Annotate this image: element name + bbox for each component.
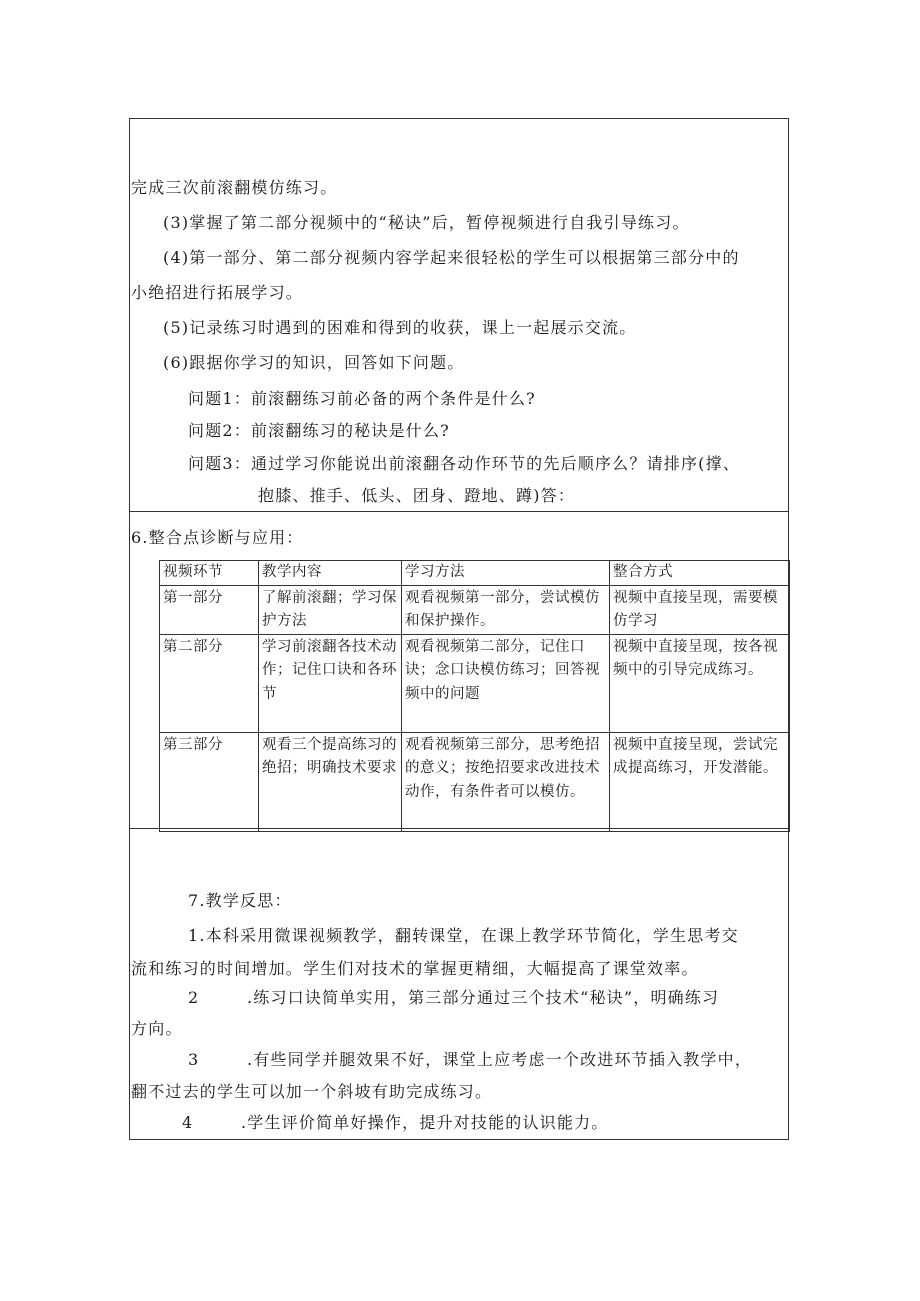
table-cell: 第一部分 bbox=[160, 585, 259, 634]
reflection-item-4: .学生评价简单好操作，提升对技能的认识能力。 bbox=[241, 1113, 609, 1132]
reflection-item-1-continuation: 流和练习的时间增加。学生们对技术的掌握更精细，大幅提高了课堂效率。 bbox=[131, 959, 699, 978]
table-cell: 视频中直接呈现，按各视频中的引导完成练习。 bbox=[610, 634, 790, 732]
step-continuation: 完成三次前滚翻模仿练习。 bbox=[131, 178, 338, 197]
step-4-continuation: 小绝招进行拓展学习。 bbox=[131, 283, 304, 302]
step-3: (3)掌握了第二部分视频中的“秘诀”后，暂停视频进行自我引导练习。 bbox=[163, 213, 690, 232]
header-cell: 教学内容 bbox=[259, 561, 402, 586]
table-cell: 观看视频第二部分，记住口诀；念口诀模仿练习；回答视频中的问题 bbox=[402, 634, 610, 732]
question-3-continuation: 抱膝、推手、低头、团身、蹬地、蹲)答： bbox=[258, 486, 576, 505]
reflection-item-2-continuation: 方向。 bbox=[131, 1019, 183, 1038]
table-cell: 了解前滚翻；学习保护方法 bbox=[259, 585, 402, 634]
table-cell: 视频中直接呈现，需要模仿学习 bbox=[610, 585, 790, 634]
table-header-row bbox=[160, 561, 790, 586]
table-cell: 学习前滚翻各技术动作；记住口诀和各环节 bbox=[259, 634, 402, 732]
reflection-item-3: .有些同学并腿效果不好，课堂上应考虑一个改进环节插入教学中， bbox=[247, 1050, 753, 1069]
header-cell: 学习方法 bbox=[402, 561, 610, 586]
table-cell: 视频中直接呈现，尝试完成提高练习，开发潜能。 bbox=[610, 732, 790, 831]
reflection-item-1: 1.本科采用微课视频教学，翻转课堂，在课上教学环节简化，学生思考交 bbox=[188, 926, 739, 945]
table-row bbox=[160, 585, 790, 634]
table-row bbox=[160, 732, 790, 831]
section-7-title: 7.教学反思： bbox=[188, 891, 292, 910]
table-cell: 观看三个提高练习的绝招；明确技术要求 bbox=[259, 732, 402, 831]
question-3: 问题3：通过学习你能说出前滚翻各动作环节的先后顺序么？请排序(撑、 bbox=[188, 454, 741, 473]
step-4: (4)第一部分、第二部分视频内容学起来很轻松的学生可以根据第三部分中的 bbox=[163, 248, 740, 267]
table-cell: 观看视频第一部分，尝试模仿和保护操作。 bbox=[402, 585, 610, 634]
section-6-title: 6.整合点诊断与应用： bbox=[131, 528, 304, 547]
section-divider bbox=[129, 511, 789, 512]
header-cell: 整合方式 bbox=[610, 561, 790, 586]
reflection-item-2-number: 2 bbox=[188, 988, 200, 1007]
table-cell: 观看视频第三部分，思考绝招的意义；按绝招要求改进技术动作，有条件者可以模仿。 bbox=[402, 732, 610, 831]
question-1: 问题1：前滚翻练习前必备的两个条件是什么? bbox=[188, 389, 536, 408]
integration-table bbox=[159, 560, 790, 832]
step-6: (6)跟据你学习的知识，回答如下问题。 bbox=[163, 353, 465, 372]
reflection-item-3-number: 3 bbox=[188, 1050, 200, 1069]
reflection-item-2: .练习口诀简单实用，第三部分通过三个技术“秘诀”，明确练习 bbox=[247, 988, 720, 1007]
reflection-item-3-continuation: 翻不过去的学生可以加一个斜坡有助完成练习。 bbox=[131, 1082, 493, 1101]
question-2: 问题2：前滚翻练习的秘诀是什么? bbox=[188, 421, 450, 440]
table-cell: 第三部分 bbox=[160, 732, 259, 831]
header-cell: 视频环节 bbox=[160, 561, 259, 586]
table-cell: 第二部分 bbox=[160, 634, 259, 732]
table-row bbox=[160, 634, 790, 732]
reflection-item-4-number: 4 bbox=[182, 1113, 194, 1132]
step-5: (5)记录练习时遇到的困难和得到的收获，课上一起展示交流。 bbox=[163, 318, 637, 337]
